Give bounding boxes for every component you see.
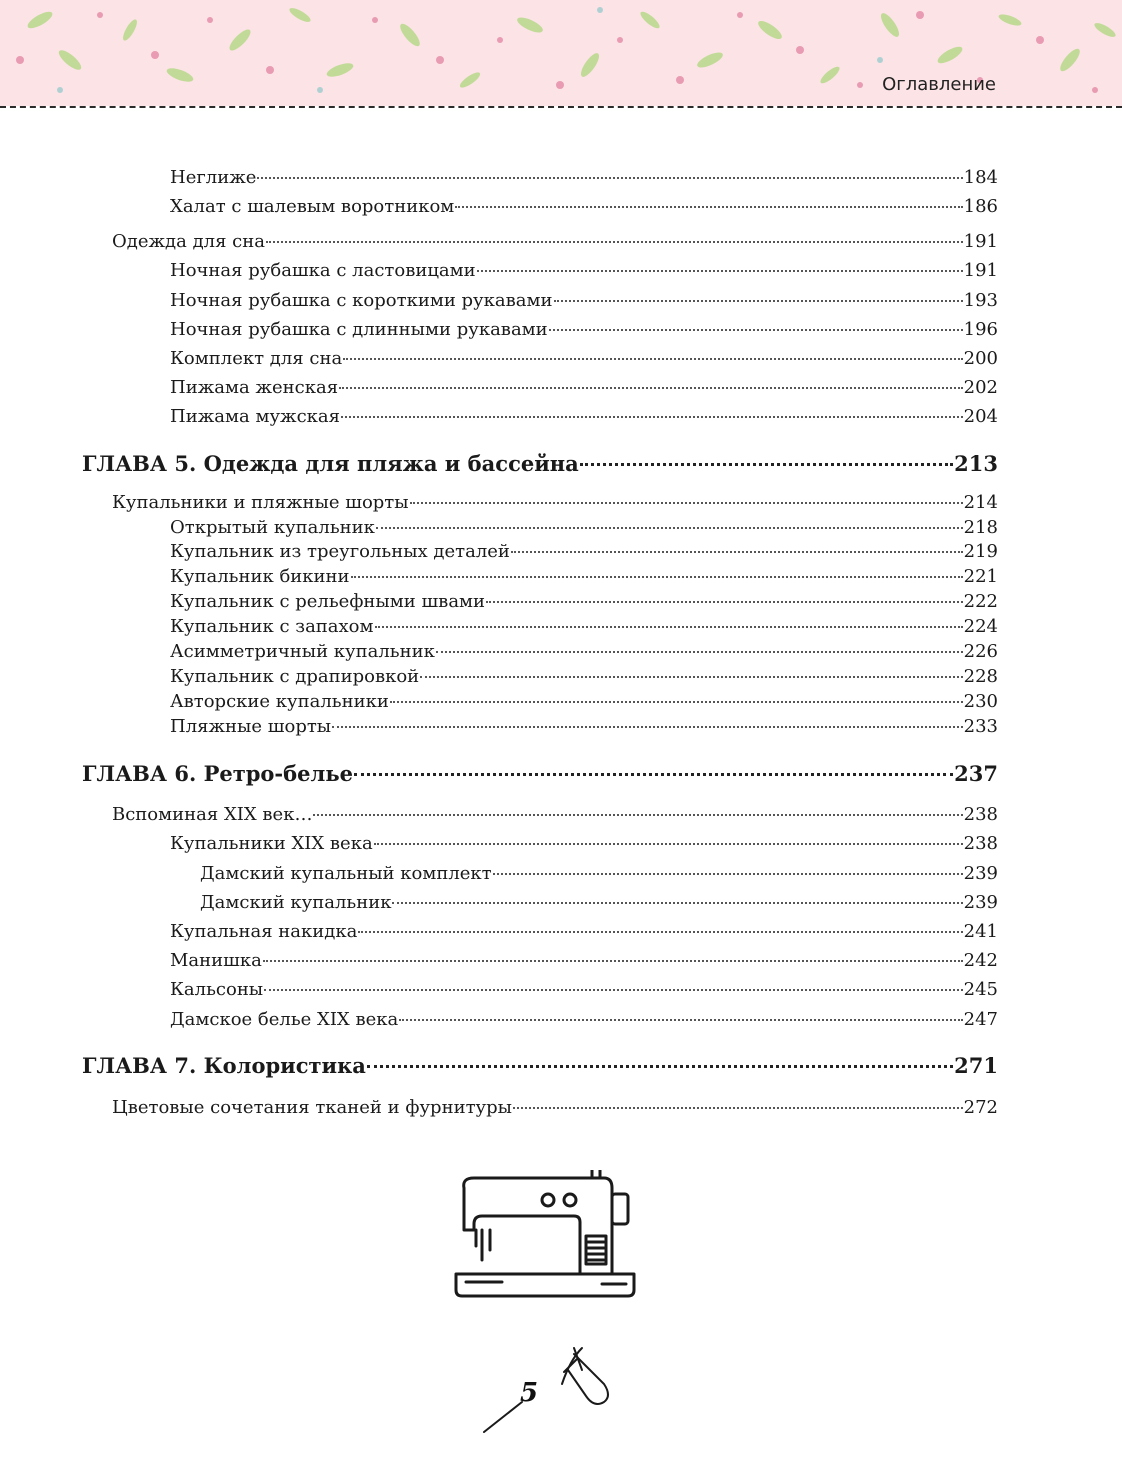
toc-entry-title: ГЛАВА 6. Ретро-белье bbox=[82, 761, 353, 786]
toc-entry bbox=[112, 1096, 998, 1120]
toc-entry-page: 200 bbox=[963, 348, 998, 369]
toc-entry-page: 238 bbox=[963, 833, 998, 854]
toc-entry bbox=[170, 289, 998, 313]
toc-entry-page: 239 bbox=[963, 892, 998, 913]
toc-leader-dots bbox=[436, 651, 963, 653]
toc-entry-title: Купальник бикини bbox=[170, 566, 350, 587]
toc-entry-page: 242 bbox=[963, 950, 998, 971]
toc-entry bbox=[112, 803, 998, 827]
toc-leader-dots bbox=[511, 551, 963, 553]
toc-entry bbox=[170, 920, 998, 944]
toc-entry bbox=[170, 318, 998, 342]
toc-entry-page: 224 bbox=[963, 616, 998, 637]
toc-entry-page: 214 bbox=[963, 492, 998, 513]
toc-entry bbox=[170, 376, 998, 400]
toc-leader-dots bbox=[486, 601, 963, 603]
toc-entry bbox=[170, 615, 998, 639]
toc-entry bbox=[170, 166, 998, 190]
toc-entry-title: Дамское белье XIX века bbox=[170, 1009, 399, 1030]
toc-entry-title: Комплект для сна bbox=[170, 348, 343, 369]
toc-entry-title: Неглиже bbox=[170, 167, 257, 188]
toc-leader-dots bbox=[392, 902, 962, 904]
toc-leader-dots bbox=[351, 576, 963, 578]
toc-entry-title: Авторские купальники bbox=[170, 691, 389, 712]
toc-entry-page: 184 bbox=[963, 167, 998, 188]
toc-entry bbox=[170, 405, 998, 429]
toc-leader-dots bbox=[420, 676, 962, 678]
header-band bbox=[0, 0, 1122, 106]
toc-entry-page: 218 bbox=[963, 517, 998, 538]
toc-entry-title: Манишка bbox=[170, 950, 262, 971]
toc-chapter bbox=[82, 1052, 998, 1080]
toc-leader-dots bbox=[375, 626, 963, 628]
toc-entry bbox=[170, 640, 998, 664]
toc-entry-page: 271 bbox=[954, 1053, 998, 1078]
toc-entry-title: Кальсоны bbox=[170, 979, 264, 1000]
toc-entry-title: Халат с шалевым воротником bbox=[170, 196, 455, 217]
toc-entry-page: 226 bbox=[963, 641, 998, 662]
toc-entry-page: 237 bbox=[954, 761, 998, 786]
sewing-machine-icon bbox=[452, 1170, 638, 1310]
toc-leader-dots bbox=[376, 527, 963, 529]
toc-leader-dots bbox=[266, 241, 963, 243]
toc-entry bbox=[170, 347, 998, 371]
toc-entry-title: Асимметричный купальник bbox=[170, 641, 435, 662]
toc-leader-dots bbox=[399, 1019, 962, 1021]
toc-entry-title: Купальник из треугольных деталей bbox=[170, 541, 510, 562]
toc-entry-page: 228 bbox=[963, 666, 998, 687]
toc-entry-title: Открытый купальник bbox=[170, 517, 375, 538]
toc-entry-title: Пижама мужская bbox=[170, 406, 341, 427]
toc-entry bbox=[170, 665, 998, 689]
toc-entry-page: 193 bbox=[963, 290, 998, 311]
toc-leader-dots bbox=[554, 300, 963, 302]
toc-entry-page: 245 bbox=[963, 979, 998, 1000]
toc-leader-dots bbox=[257, 177, 962, 179]
toc-entry bbox=[170, 259, 998, 283]
toc-entry-title: Купальники и пляжные шорты bbox=[112, 492, 409, 513]
toc-leader-dots bbox=[354, 773, 953, 776]
toc-leader-dots bbox=[332, 726, 963, 728]
toc-leader-dots bbox=[455, 206, 962, 208]
toc-entry bbox=[170, 832, 998, 856]
toc-entry bbox=[170, 590, 998, 614]
toc-entry bbox=[170, 516, 998, 540]
toc-entry-title: Купальник с драпировкой bbox=[170, 666, 420, 687]
toc-leader-dots bbox=[513, 1107, 963, 1109]
toc-entry-page: 241 bbox=[963, 921, 998, 942]
toc-entry bbox=[170, 949, 998, 973]
toc-leader-dots bbox=[580, 463, 953, 466]
toc-entry-page: 222 bbox=[963, 591, 998, 612]
toc-leader-dots bbox=[477, 270, 963, 272]
toc-leader-dots bbox=[549, 329, 963, 331]
toc-entry bbox=[170, 978, 998, 1002]
toc-leader-dots bbox=[313, 814, 962, 816]
dashed-divider bbox=[0, 106, 1122, 108]
toc-chapter bbox=[82, 760, 998, 788]
toc-entry-title: Купальная накидка bbox=[170, 921, 358, 942]
toc-leader-dots bbox=[367, 1065, 953, 1068]
toc-entry-page: 219 bbox=[963, 541, 998, 562]
toc-entry-title: Купальник с запахом bbox=[170, 616, 374, 637]
running-head: Оглавление bbox=[882, 74, 996, 95]
toc-entry-page: 272 bbox=[963, 1097, 998, 1118]
toc-leader-dots bbox=[339, 387, 963, 389]
toc-entry-title: Дамский купальный комплект bbox=[200, 863, 492, 884]
toc-entry-page: 239 bbox=[963, 863, 998, 884]
toc-leader-dots bbox=[343, 358, 962, 360]
toc-chapter bbox=[82, 450, 998, 478]
toc-entry bbox=[200, 891, 998, 915]
toc-entry-page: 196 bbox=[963, 319, 998, 340]
toc-leader-dots bbox=[493, 873, 963, 875]
toc-entry-page: 191 bbox=[963, 260, 998, 281]
toc-entry-page: 230 bbox=[963, 691, 998, 712]
toc-entry-title: Пижама женская bbox=[170, 377, 339, 398]
toc-entry-page: 191 bbox=[963, 231, 998, 252]
page-number: 5 bbox=[520, 1378, 539, 1408]
needle-thread-icon bbox=[478, 1340, 638, 1440]
toc-entry-page: 247 bbox=[963, 1009, 998, 1030]
toc-entry bbox=[170, 715, 998, 739]
toc-entry-page: 233 bbox=[963, 716, 998, 737]
toc-entry bbox=[112, 491, 998, 515]
toc-entry-title: Ночная рубашка с короткими рукавами bbox=[170, 290, 553, 311]
toc-leader-dots bbox=[390, 701, 963, 703]
toc-entry bbox=[170, 195, 998, 219]
toc-entry bbox=[170, 540, 998, 564]
toc-entry-page: 221 bbox=[963, 566, 998, 587]
toc-entry-title: Одежда для сна bbox=[112, 231, 265, 252]
toc-leader-dots bbox=[341, 416, 963, 418]
toc-entry bbox=[170, 565, 998, 589]
toc-leader-dots bbox=[358, 931, 962, 933]
toc-entry-title: Вспоминая XIX век… bbox=[112, 804, 313, 825]
toc-leader-dots bbox=[264, 989, 963, 991]
toc-entry-title: ГЛАВА 7. Колористика bbox=[82, 1053, 366, 1078]
toc-entry-title: Пляжные шорты bbox=[170, 716, 332, 737]
toc-entry-page: 238 bbox=[963, 804, 998, 825]
toc-entry-page: 213 bbox=[954, 451, 998, 476]
toc-entry-page: 204 bbox=[963, 406, 998, 427]
toc-entry-title: Ночная рубашка с ластовицами bbox=[170, 260, 476, 281]
toc-leader-dots bbox=[374, 843, 963, 845]
toc-entry bbox=[170, 690, 998, 714]
toc-entry-title: Купальники XIX века bbox=[170, 833, 373, 854]
toc-entry-title: ГЛАВА 5. Одежда для пляжа и бассейна bbox=[82, 451, 579, 476]
toc-entry-title: Цветовые сочетания тканей и фурнитуры bbox=[112, 1097, 512, 1118]
toc-entry-page: 186 bbox=[963, 196, 998, 217]
toc-entry-title: Купальник с рельефными швами bbox=[170, 591, 486, 612]
toc-leader-dots bbox=[410, 502, 963, 504]
toc-leader-dots bbox=[263, 960, 963, 962]
toc-entry-title: Ночная рубашка с длинными рукавами bbox=[170, 319, 548, 340]
toc-entry-title: Дамский купальник bbox=[200, 892, 392, 913]
toc-entry bbox=[112, 230, 998, 254]
toc-entry-page: 202 bbox=[963, 377, 998, 398]
toc-entry bbox=[170, 1008, 998, 1032]
toc-entry bbox=[200, 862, 998, 886]
